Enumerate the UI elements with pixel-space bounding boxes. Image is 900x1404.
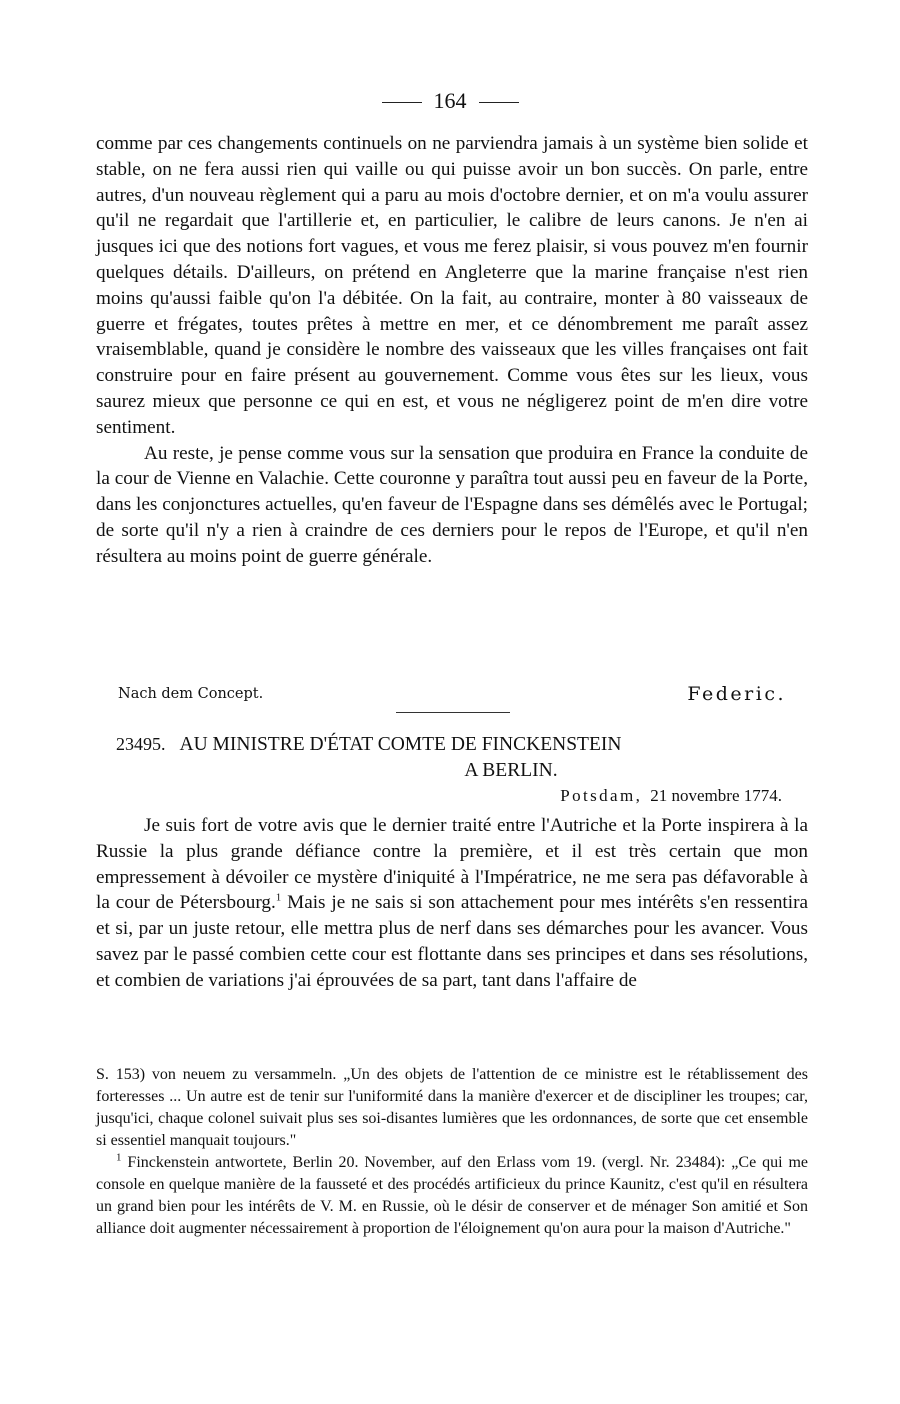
- letter2-text-after-note: Mais je ne sais si son attachement pour mes intérêts s'en ressentira et si, par un juste retour, elle mettra plus de nerf dans ses démarches pour les avancer. Vous savez par le passé combien cette cour est flottante dans ses principes et dans ses résolutions, et combien de variations j'ai éprouvées de sa part, tant dans l'affaire de: [96, 892, 808, 991]
- letter-title-line1: AU MINISTRE D'ÉTAT COMTE DE FINCKENSTEIN: [179, 734, 622, 755]
- page-header: [0, 88, 900, 114]
- source-note: Nach dem Concept.: [118, 686, 264, 702]
- dateline-place: Potsdam,: [560, 786, 643, 805]
- letter1-body: [96, 131, 808, 570]
- footnote-ref: 1: [275, 892, 282, 904]
- footnote-1-text: Finckenstein antwortete, Berlin 20. November, auf den Erlass vom 19. (vergl. Nr. 23484): „Ce qui me console en quelque manière de la fausseté et des procédés artificieux du prince Kaunitz, c'est qu'il en résultera un grand bien pour les intérêts de V. M. en Russie, où le désir de conserver et de ménager Son amitié et Son alliance doit augmenter nécessairement à proportion de l'éloignement qu'on aura pour la maison d'Autriche.": [96, 1154, 808, 1237]
- signature: Federic.: [687, 683, 786, 705]
- dateline-date: 21 novembre 1774.: [650, 786, 782, 805]
- section-divider: [396, 712, 510, 713]
- letter2-heading: [116, 731, 806, 784]
- letter-title-line2: A BERLIN.: [464, 760, 558, 781]
- letter1-paragraph-1: comme par ces changements continuels on ne parviendra jamais à un système bien solide et stable, on ne fera aussi rien qui vaille ou qui puisse avoir un bon succès. On parle, entre autres, d'un nouveau règlement qui a paru au mois d'octobre dernier, et on m'a voulu assurer qu'il ne regardait que l'artillerie et, en particulier, le calibre de leurs canons. Je n'en ai jusques ici que des notions fort vagues, et vous me ferez plaisir, si vous pouvez m'en fournir quelques détails. D'ailleurs, on prétend en Angleterre que la marine française n'est rien moins qu'aussi faible qu'on l'a débitée. On la fait, au contraire, monter à 80 vaisseaux de guerre et frégates, toutes prêtes à mettre en mer, et ce dénombrement me paraît assez vraisemblable, quand je considère le nombre des vaisseaux que les villes françaises ont fait construire pour en faire présent au gouvernement. Comme vous êtes sur les lieux, vous saurez mieux que personne ce qui en est, et vous ne négligerez point de m'en dire votre sentiment.: [96, 133, 808, 438]
- footnote-1: [96, 1152, 808, 1240]
- footnote-1-marker: 1: [116, 1151, 122, 1164]
- header-dash-left: [382, 102, 422, 103]
- letter2-paragraph: [96, 813, 808, 994]
- letter1-paragraph-2: Au reste, je pense comme vous sur la sensation que produira en France la conduite de la cour de Vienne en Valachie. Cette couronne y paraîtra tout aussi peu en faveur de la Porte, dans les conjonctures actuelles, qu'en faveur de l'Espagne dans ses démêlés avec le Portugal; de sorte qu'il n'y a rien à craindre de ces derniers pour le repos de l'Europe, et qu'il n'en résultera au moins point de guerre générale.: [96, 442, 808, 567]
- header-dash-right: [479, 102, 519, 103]
- dateline: [560, 786, 782, 806]
- letter-number: 23495.: [116, 734, 166, 754]
- footnotes: [96, 1064, 808, 1240]
- letter2-text-before-note: Je suis fort de votre avis que le dernier traité entre l'Autriche et la Porte inspirera à la Russie la plus grande défiance contre la première, et il est très certain que mon empressement à dévoiler ce mystère d'iniquité à l'Impératrice, ne me sera pas défavorable à la cour de Pétersbourg.: [96, 815, 808, 914]
- footnote-continuation: S. 153) von neuem zu versammeln. „Un des objets de l'attention de ce ministre est le rétablissement des forteresses ... Un autre est de tenir sur l'uniformité dans la manière d'exercer et de discipliner les troupes; car, jusqu'ici, chaque colonel suivait plus ses soi-disantes lumières que les ordonnances, de sorte que cet ensemble si essentiel manquait toujours.": [96, 1066, 808, 1149]
- letter2-body: [96, 813, 808, 994]
- page-number: 164: [433, 88, 467, 113]
- letter1-signature-line: [118, 683, 786, 711]
